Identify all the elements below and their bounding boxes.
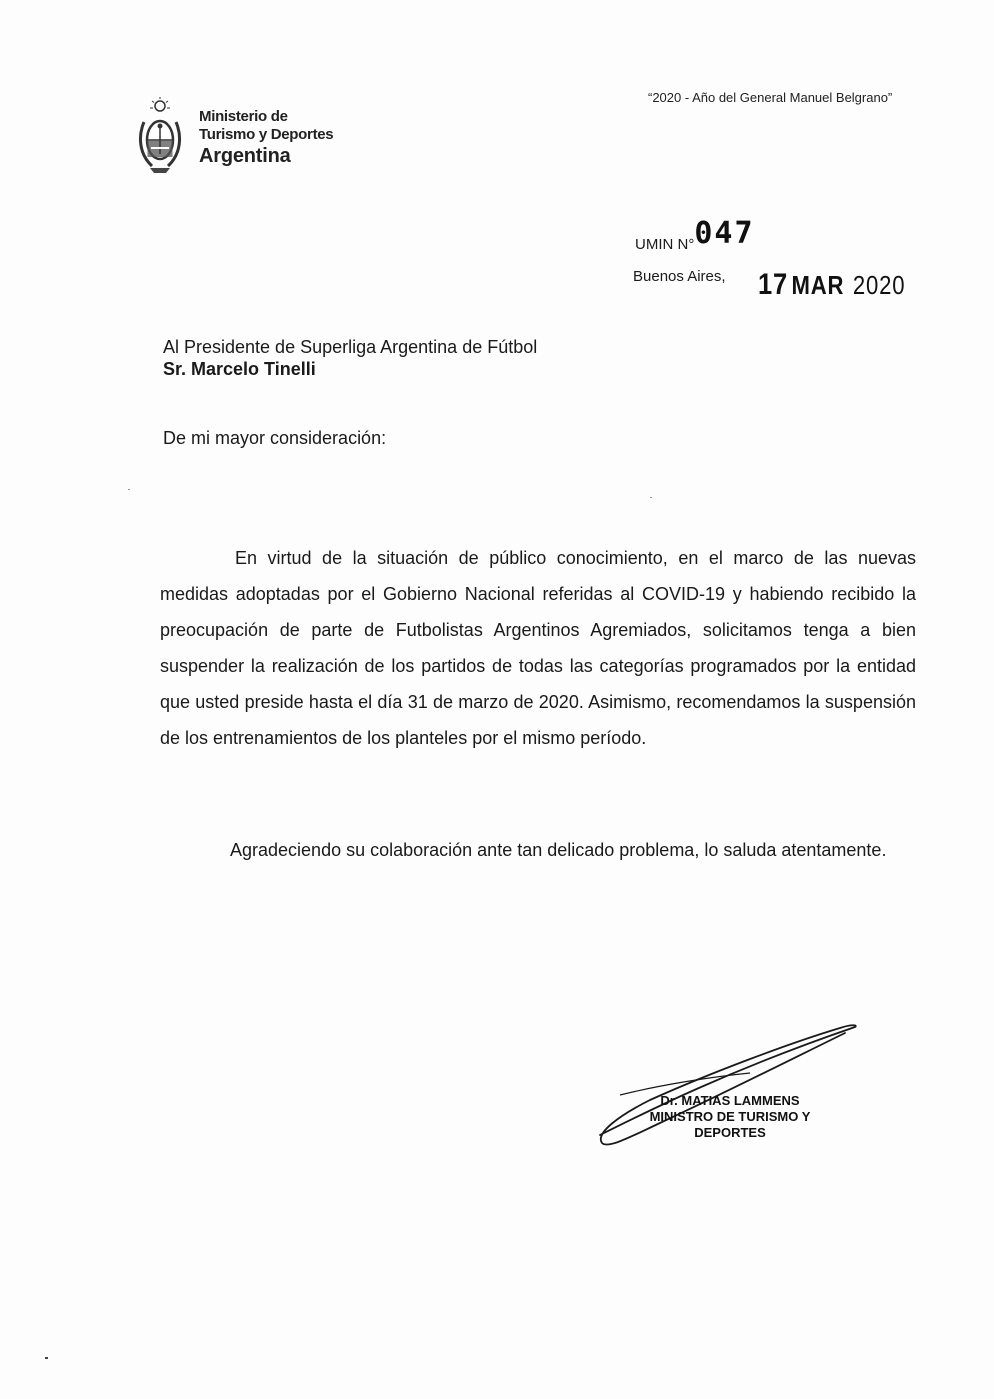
document-reference <box>635 216 755 257</box>
letter-greeting: De mi mayor consideración: <box>163 428 387 448</box>
recipient-title: Al Presidente de Superliga Argentina de Fútbol <box>163 337 538 357</box>
reference-label: UMIN N° <box>635 236 695 253</box>
ministry-name <box>199 108 333 168</box>
signatory-block <box>620 1093 840 1141</box>
recipient-block <box>163 336 537 380</box>
date-stamp <box>758 268 905 302</box>
ministry-logo <box>136 96 396 178</box>
country-name: Argentina <box>199 145 291 167</box>
scan-speck <box>45 1357 48 1359</box>
letter-closing: Agradeciendo su colaboración ante tan delicado problema, lo saluda atentamente. <box>230 840 887 860</box>
recipient-name: Sr. Marcelo Tinelli <box>163 359 316 379</box>
ministry-name-line2: Turismo y Deportes <box>199 126 334 143</box>
place-label: Buenos Aires, <box>633 268 726 285</box>
letter-body: En virtud de la situación de público conocimiento, en el marco de las nuevas medidas adoptadas por el Gobierno Nacional referidas al COVID-19 y habiendo recibido la preocupación de parte de Futbolistas Argentinos Agremiados, solicitamos tenga a bien suspender la realización de los partidos de todas las categorías programados por la entidad que usted preside hasta el día 31 de marzo de 2020. Asimismo, recomendamos la suspensión de los entrenamientos de los planteles por el mismo período. <box>160 548 916 748</box>
ministry-name-line1: Ministerio de <box>199 108 288 125</box>
date-stamp-month: MAR <box>791 270 845 300</box>
reference-number: 047 <box>694 216 755 251</box>
date-stamp-year: 2020 <box>852 270 906 300</box>
date-stamp-day: 17 <box>758 268 789 301</box>
scan-speck <box>128 489 130 490</box>
signatory-role-line1: MINISTRO DE TURISMO Y <box>649 1109 811 1124</box>
coat-of-arms-icon <box>136 96 184 178</box>
signatory-name: Dr. MATIAS LAMMENS <box>660 1093 800 1108</box>
signatory-role-line2: DEPORTES <box>694 1125 766 1140</box>
scan-speck <box>650 497 652 498</box>
year-motto: “2020 - Año del General Manuel Belgrano” <box>648 90 893 105</box>
